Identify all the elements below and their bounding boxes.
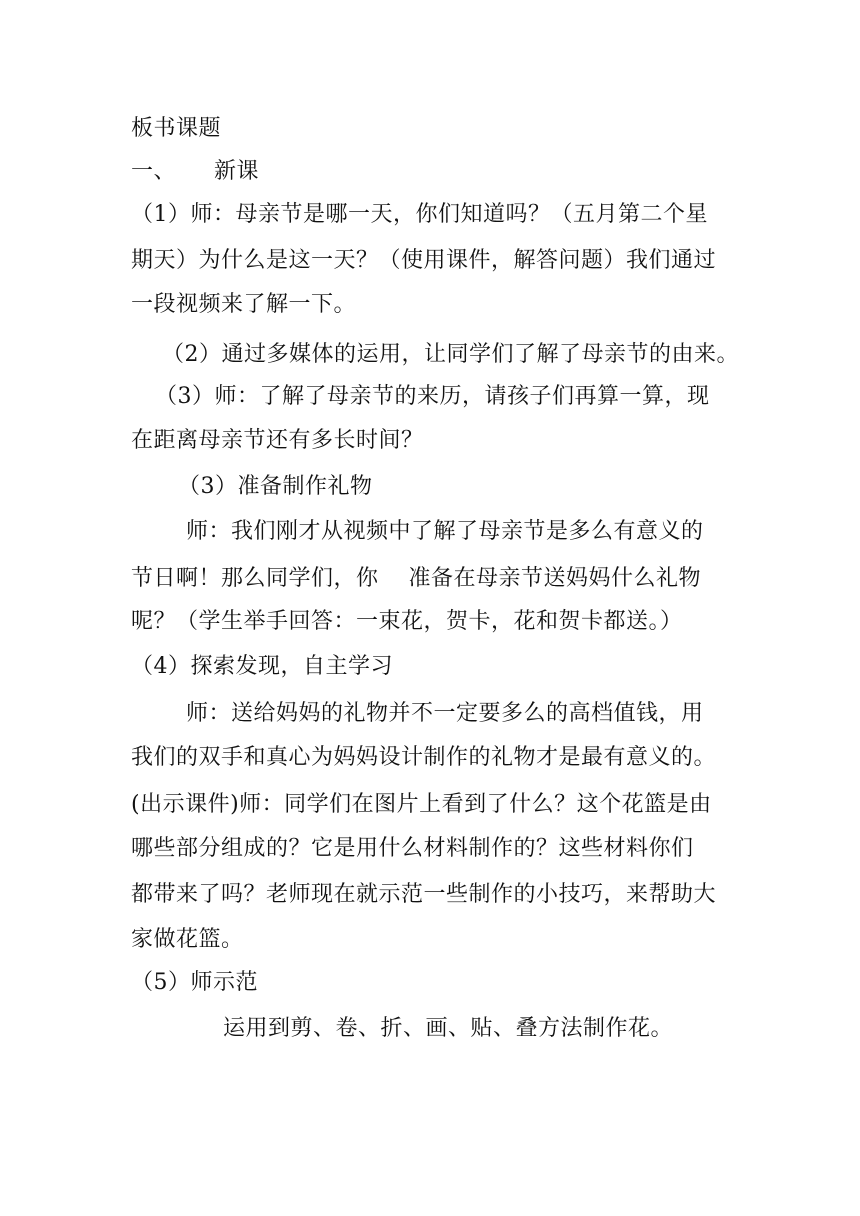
para5-line3: (出示课件)师：同学们在图片上看到了什么？这个花篮是由 [131, 792, 712, 817]
para5-line2: 我们的双手和真心为妈妈设计制作的礼物才是最有意义的。 [131, 745, 717, 770]
para3-line1: （3）师：了解了母亲节的来历，请孩子们再算一算，现 [155, 384, 710, 409]
lesson-heading: 板书课题 [131, 116, 222, 141]
para1-line1: （1）师：母亲节是哪一天，你们知道吗？（五月第二个星 [131, 202, 708, 227]
para4-line3: 呢？（学生举手回答：一束花，贺卡，花和贺卡都送。） [131, 609, 683, 634]
para6-heading: （5）师示范 [131, 970, 258, 995]
section-number: 一、 [131, 159, 177, 184]
para4-line2 [131, 564, 701, 594]
para5-line1: 师：送给妈妈的礼物并不一定要多么的高档值钱，用 [186, 701, 704, 726]
para2-line1: （2）通过多媒体的运用，让同学们了解了母亲节的由来。 [162, 342, 739, 367]
para5-heading: （4）探索发现，自主学习 [131, 654, 393, 679]
section-one-heading [131, 157, 259, 187]
para1-line3: 一段视频来了解一下。 [131, 292, 357, 317]
para5-line6: 家做花篮。 [131, 927, 244, 952]
para5-line5: 都带来了吗？老师现在就示范一些制作的小技巧，来帮助大 [131, 882, 717, 907]
para1-line2: 期天）为什么是这一天？（使用课件，解答问题）我们通过 [131, 248, 717, 273]
para6-line1: 运用到剪、卷、折、画、贴、叠方法制作花。 [223, 1016, 674, 1041]
para3-line2: 在距离母亲节还有多长时间？ [131, 428, 424, 453]
section-title: 新课 [214, 159, 260, 184]
para4-line1: 师：我们刚才从视频中了解了母亲节是多么有意义的 [186, 519, 704, 544]
para4-line2-part1: 节日啊！那么同学们，你 [131, 566, 379, 591]
para5-line4: 哪些部分组成的？它是用什么材料制作的？这些材料你们 [131, 836, 694, 861]
para4-line2-part2: 准备在母亲节送妈妈什么礼物 [408, 566, 702, 591]
para4-heading: （3）准备制作礼物 [178, 474, 373, 499]
